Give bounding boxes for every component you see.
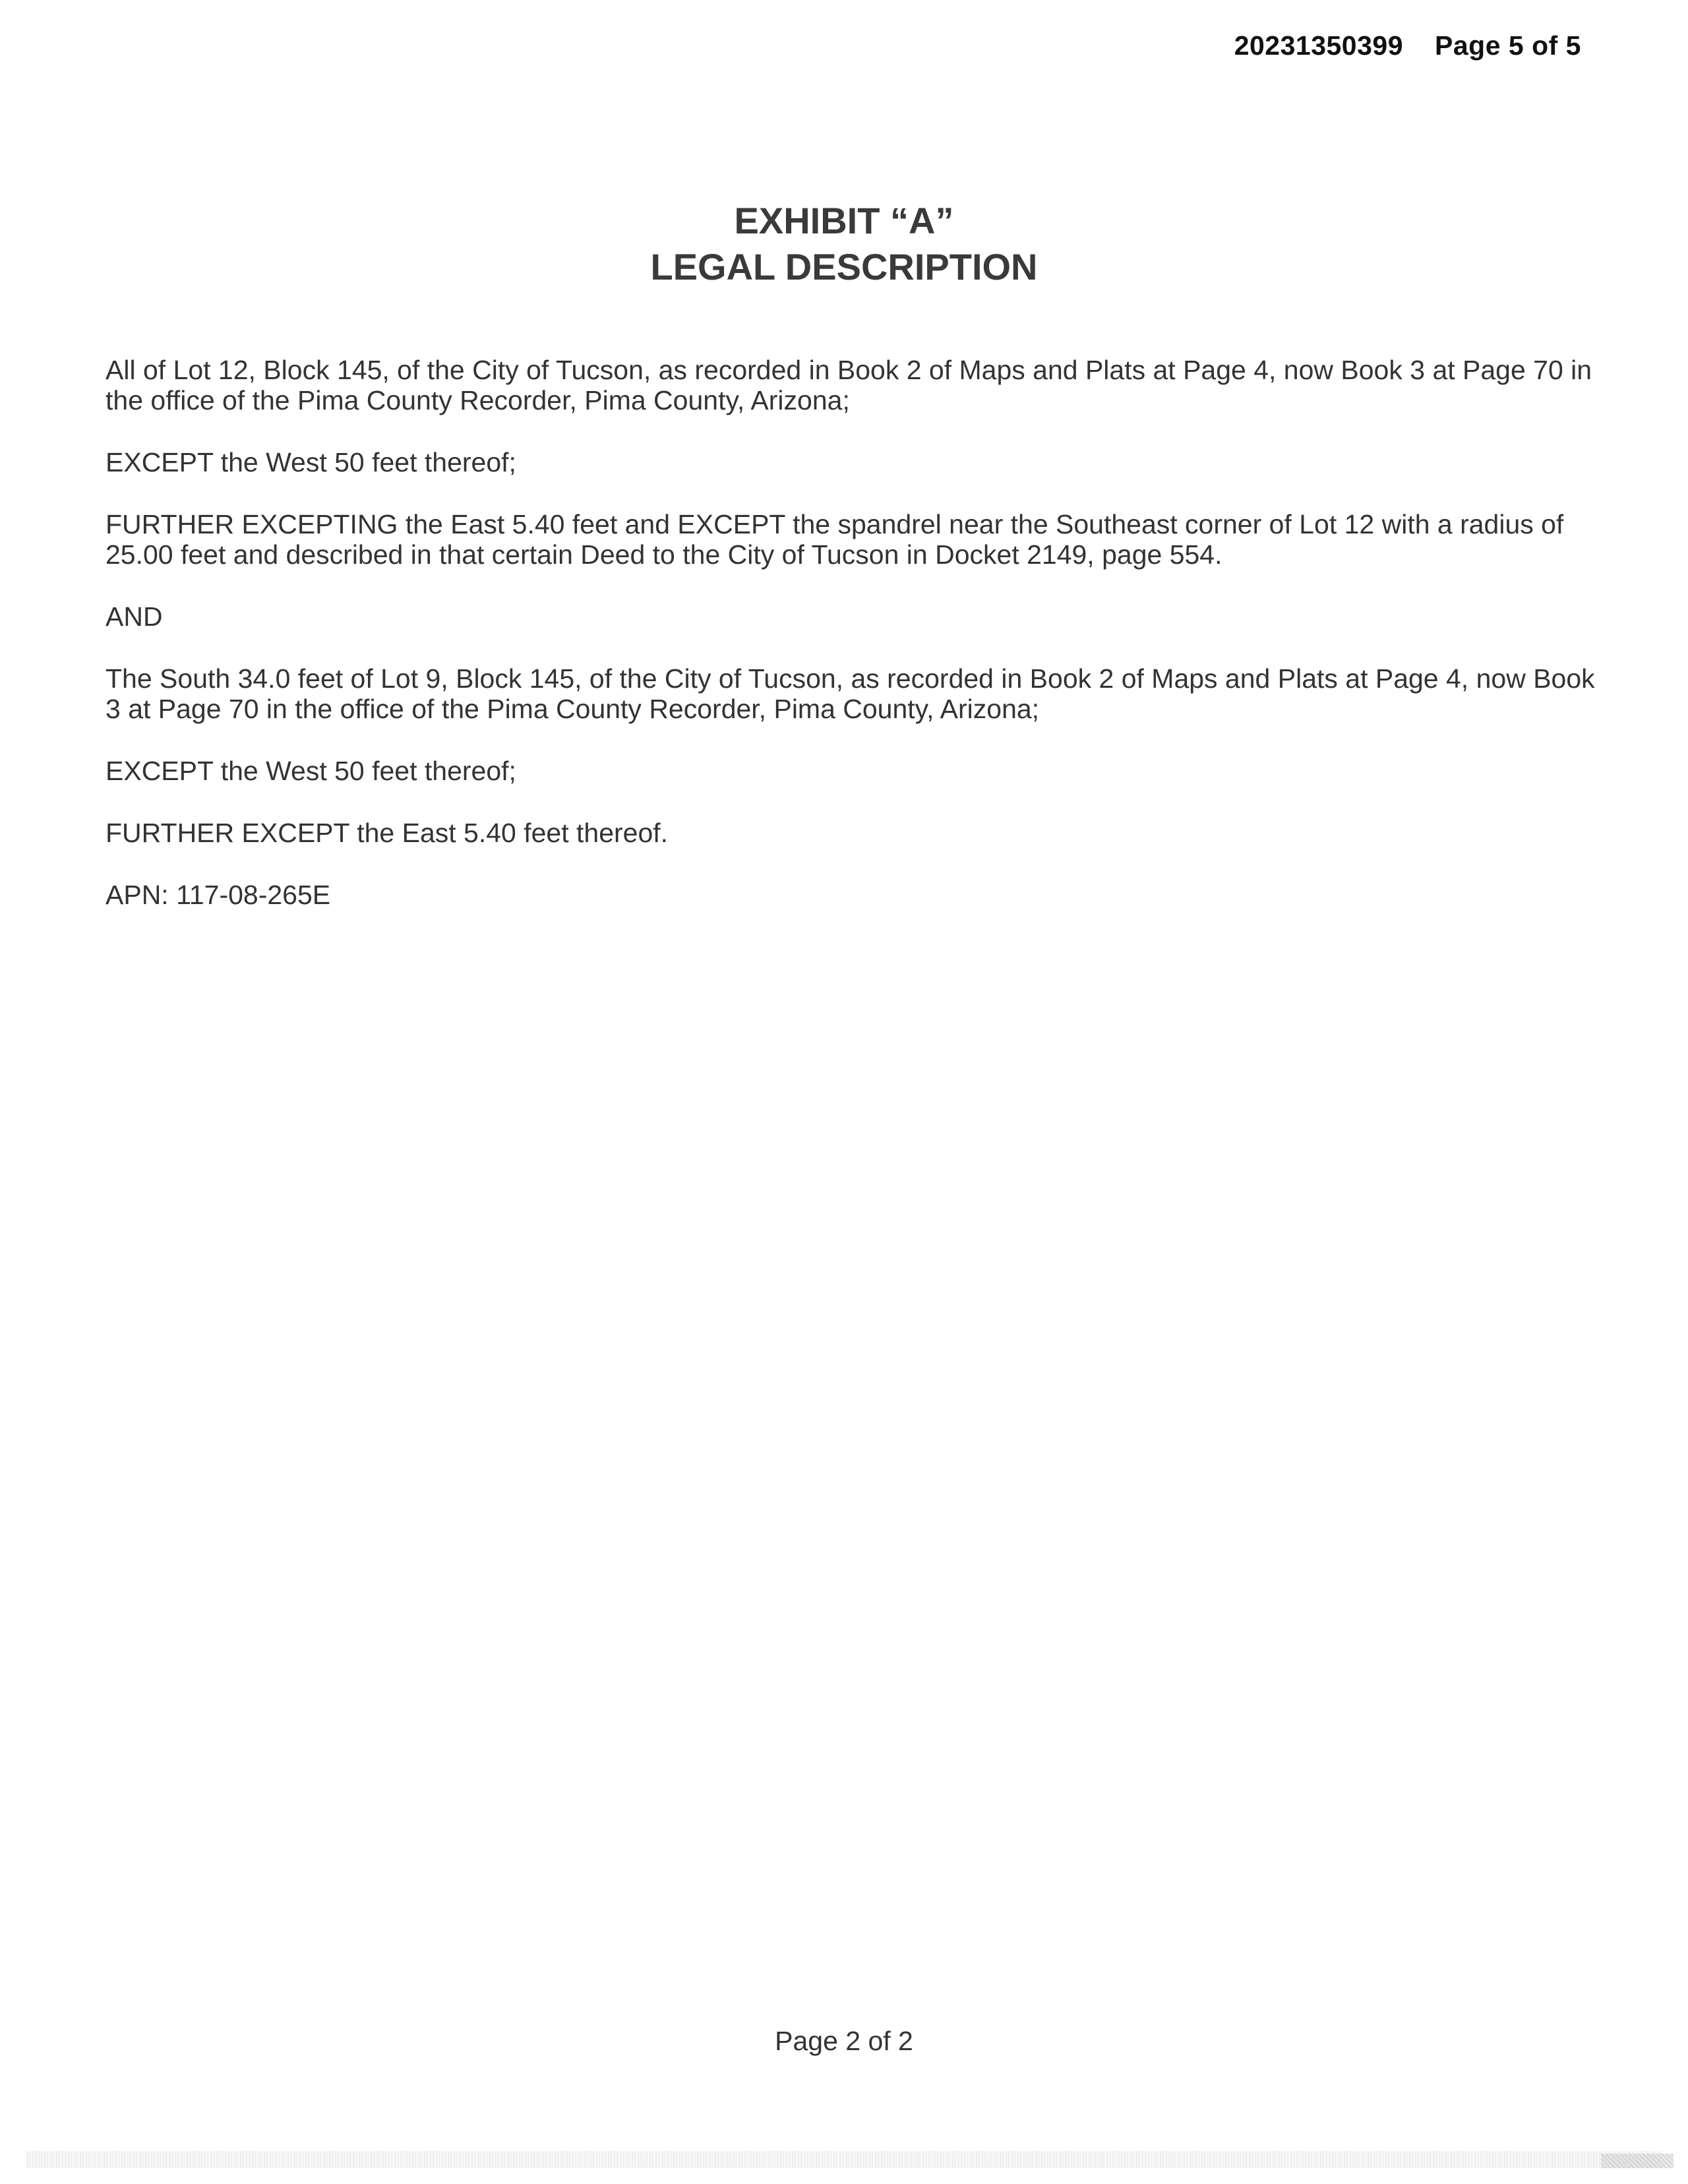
paragraph-lot-12: All of Lot 12, Block 145, of the City of Tucson, as recorded in Book 2 of Maps and Plats at Page 4, now Book 3 at Page 70 in the office of the Pima County Recorder, Pima County, Arizona; bbox=[106, 355, 1592, 415]
scan-artifact-mark bbox=[1601, 2154, 1673, 2168]
recording-page-label: Page 5 of 5 bbox=[1435, 30, 1581, 61]
paragraph-apn: APN: 117-08-265E bbox=[106, 880, 331, 910]
paragraph-except-west-2: EXCEPT the West 50 feet thereof; bbox=[106, 756, 516, 786]
recording-header bbox=[1234, 30, 1581, 61]
document-number: 20231350399 bbox=[1234, 30, 1404, 61]
exhibit-title bbox=[0, 198, 1688, 290]
legal-description-body bbox=[106, 355, 1602, 942]
paragraph-lot-9: The South 34.0 feet of Lot 9, Block 145, of the City of Tucson, as recorded in Book 2 of Maps and Plats at Page 4, now Book 3 at Page 70 in the office of the Pima County Recorder, Pima County, Arizona; bbox=[106, 663, 1595, 724]
legal-description-heading: LEGAL DESCRIPTION bbox=[650, 246, 1038, 288]
exhibit-heading: EXHIBIT “A” bbox=[734, 200, 954, 241]
paragraph-further-excepting: FURTHER EXCEPTING the East 5.40 feet and EXCEPT the spandrel near the Southeast corner of Lot 12 with a radius of 25.00 feet and described in that certain Deed to the City of Tucson in Docket 2149, page 554. bbox=[106, 509, 1564, 570]
paragraph-further-except: FURTHER EXCEPT the East 5.40 feet thereof. bbox=[106, 818, 669, 848]
paragraph-except-west-1: EXCEPT the West 50 feet thereof; bbox=[106, 447, 516, 477]
scan-artifact-strip bbox=[26, 2151, 1662, 2168]
paragraph-and: AND bbox=[106, 601, 163, 632]
page-footer: Page 2 of 2 bbox=[775, 2026, 913, 2056]
